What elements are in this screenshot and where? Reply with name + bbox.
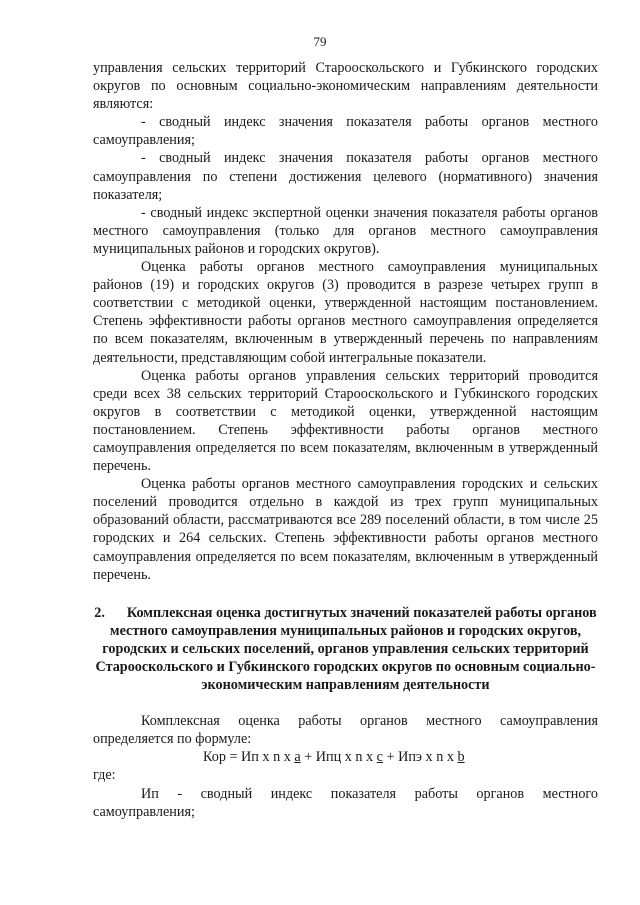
formula-intro: Комплексная оценка работы органов местного самоуправления определяется по формуле: bbox=[93, 713, 598, 748]
formula-term-3: + Ипэ x n x bbox=[382, 749, 458, 766]
formula-term-2: + Ипц x n x bbox=[300, 749, 377, 766]
section-title: Комплексная оценка достигнутых значений показателей работы органов местного самоуправления муниципальных районов и городских округов, городских и сельских поселений, органов управления сельских территорий Старооскольского и Губкинского городских округов по основным социально-экономическим направлениям деятельности bbox=[95, 604, 597, 694]
formula-coef-a: a bbox=[294, 749, 301, 766]
list-item-2: - сводный индекс значения показателя работы органов местного самоуправления по степени достижения целевого (нормативного) значения показателя; bbox=[93, 150, 598, 203]
paragraph-1: управления сельских территорий Старооскольского и Губкинского городских округов по основным социально-экономическим направлениям деятельности являются: bbox=[93, 60, 598, 113]
definition-ip: Ип - сводный индекс показателя работы органов местного самоуправления; bbox=[93, 785, 598, 820]
section-heading bbox=[93, 604, 598, 694]
formula-term-1: Кор = Ип x n x bbox=[203, 749, 295, 766]
list-item-3: - сводный индекс экспертной оценки значения показателя работы органов местного самоуправления (только для органов местного самоуправления муниципальных районов и городских округов). bbox=[93, 204, 598, 257]
formula-coef-c: c bbox=[376, 749, 383, 766]
section-number: 2. bbox=[94, 604, 105, 621]
list-item-1: - сводный индекс значения показателя работы органов местного самоуправления; bbox=[93, 114, 598, 149]
formula bbox=[93, 748, 598, 766]
formula-coef-b: b bbox=[457, 749, 465, 766]
paragraph-settlements: Оценка работы органов местного самоуправления городских и сельских поселений проводится отдельно в каждой из трех групп муниципальных образований области, рассматриваются все 289 поселений области, в том числе 25 городских и 264 сельских. Степень эффективности работы органов местного самоуправления определяется по всем показателям, включенным в утвержденный перечень. bbox=[93, 476, 598, 583]
paragraph-municipal-assessment: Оценка работы органов местного самоуправления муниципальных районов (19) и городских округов (3) проводится в разрезе четырех групп в соответствии с методикой оценки, утвержденной настоящим постановлением. Степень эффективности работы органов местного самоуправления определяется по всем показателям, включенным в утвержденный перечень по направлениям деятельности, представляющим собой интегральные показатели. bbox=[93, 259, 598, 366]
where-label: где: bbox=[93, 767, 116, 784]
document-body bbox=[93, 59, 598, 821]
page-number: 79 bbox=[313, 34, 327, 49]
paragraph-rural-territories: Оценка работы органов управления сельских территорий проводится среди всех 38 сельских территорий Старооскольского и Губкинского городских округов в соответствии с методикой оценки, утвержденной настоящим постановлением. Степень эффективности работы органов местного самоуправления определяется по всем показателям, включенным в утвержденный перечень. bbox=[93, 367, 598, 475]
